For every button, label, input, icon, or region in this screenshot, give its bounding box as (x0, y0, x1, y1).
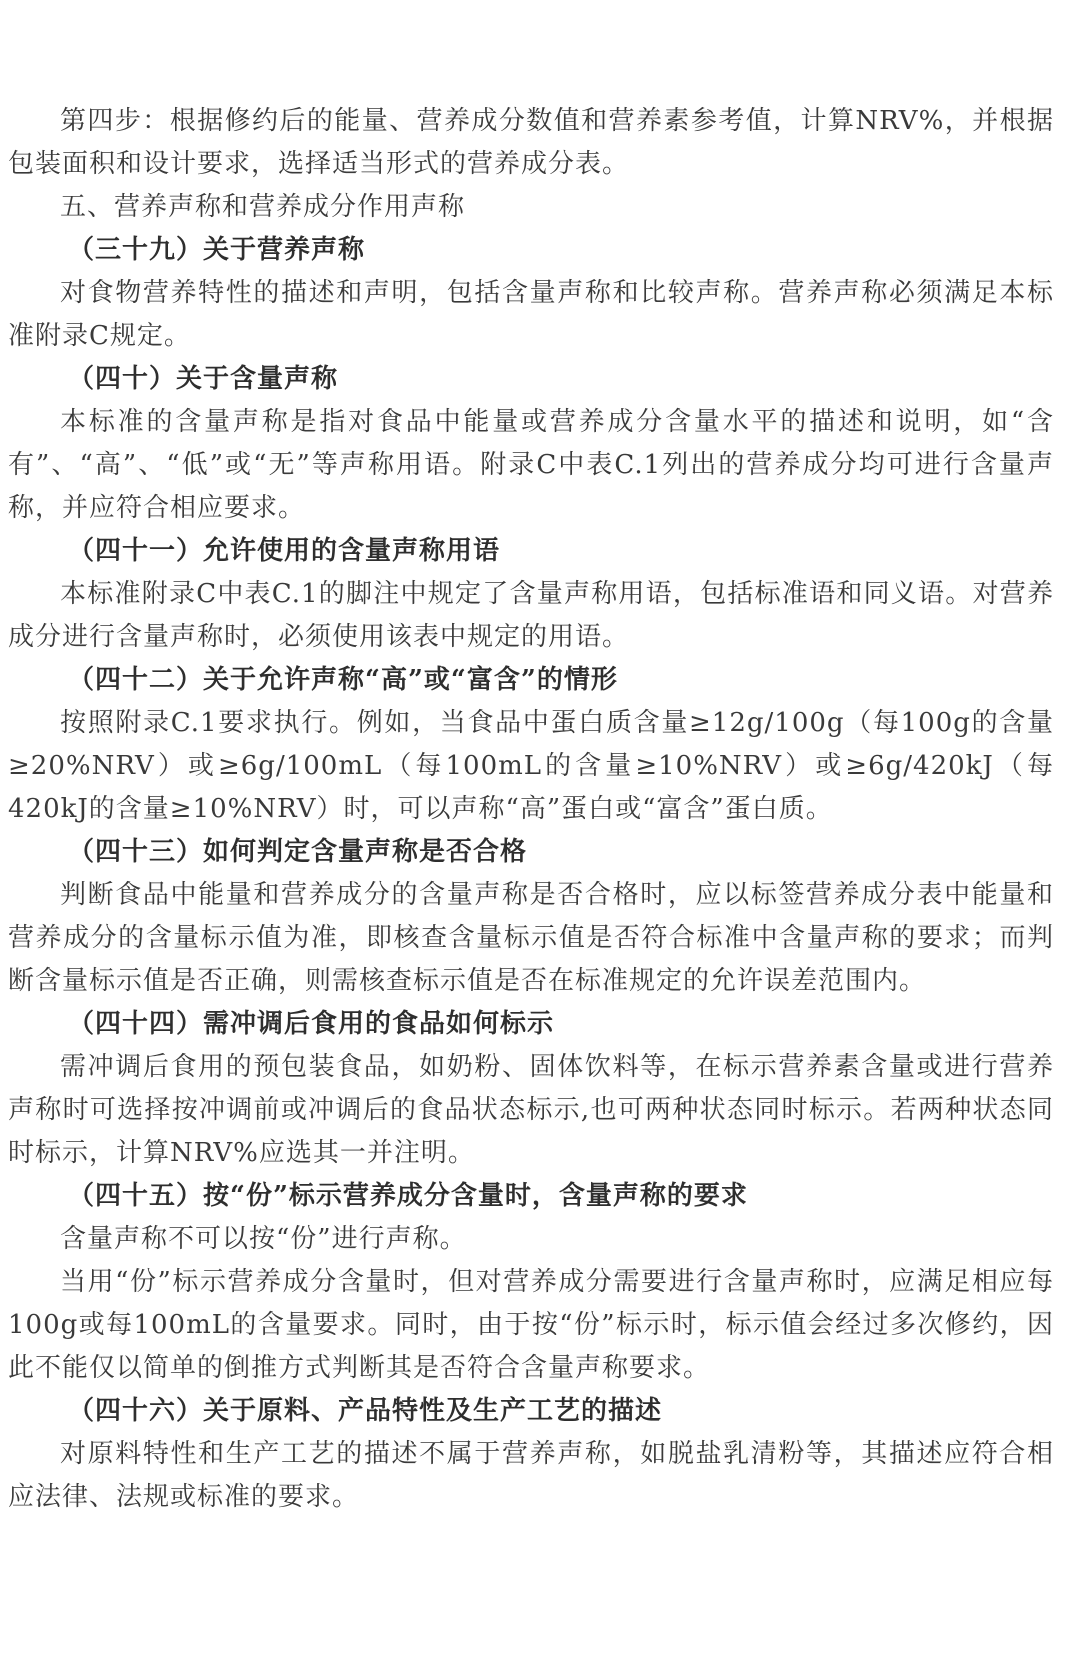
heading-40: （四十）关于含量声称 (68, 364, 339, 394)
paragraph-44: 需冲调后食用的预包装食品，如奶粉、固体饮料等，在标示营养素含量或进行营养声称时可选择按冲调前或冲调后的食品状态标示,也可两种状态同时标示。若两种状态同时标示，计算NRV%应选其一并注明。 (8, 1052, 1054, 1168)
paragraph-43: 判断食品中能量和营养成分的含量声称是否合格时，应以标签营养成分表中能量和营养成分的含量标示值为准，即核查含量标示值是否符合标准中含量声称的要求；而判断含量标示值是否正确，则需核查标示值是否在标准规定的允许误差范围内。 (8, 880, 1054, 996)
paragraph-46: 对原料特性和生产工艺的描述不属于营养声称，如脱盐乳清粉等，其描述应符合相应法律、法规或标准的要求。 (8, 1439, 1054, 1512)
paragraph-45b: 当用“份”标示营养成分含量时，但对营养成分需要进行含量声称时，应满足相应每100g或每100mL的含量要求。同时，由于按“份”标示时，标示值会经过多次修约，因此不能仅以简单的倒推方式判断其是否符合含量声称要求。 (8, 1267, 1054, 1383)
heading-39: （三十九）关于营养声称 (68, 235, 366, 265)
paragraph-40: 本标准的含量声称是指对食品中能量或营养成分含量水平的描述和说明，如“含有”、“高”、“低”或“无”等声称用语。附录C中表C.1列出的营养成分均可进行含量声称，并应符合相应要求。 (8, 407, 1054, 523)
heading-41: （四十一）允许使用的含量声称用语 (68, 536, 501, 566)
paragraph-41: 本标准附录C中表C.1的脚注中规定了含量声称用语，包括标准语和同义语。对营养成分进行含量声称时，必须使用该表中规定的用语。 (8, 579, 1054, 652)
heading-43: （四十三）如何判定含量声称是否合格 (68, 837, 528, 867)
section-five-heading: 五、营养声称和营养成分作用声称 (60, 192, 466, 222)
paragraph-42: 按照附录C.1要求执行。例如，当食品中蛋白质含量≥12g/100g（每100g的含量≥20%NRV）或≥6g/100mL（每100mL的含量≥10%NRV）或≥6g/420kJ（每420kJ的含量≥10%NRV）时，可以声称“高”蛋白或“富含”蛋白质。 (8, 708, 1054, 824)
paragraph-39: 对食物营养特性的描述和声明，包括含量声称和比较声称。营养声称必须满足本标准附录C规定。 (8, 278, 1054, 351)
heading-44: （四十四）需冲调后食用的食品如何标示 (68, 1009, 555, 1039)
heading-42: （四十二）关于允许声称“高”或“富含”的情形 (68, 665, 618, 695)
heading-45: （四十五）按“份”标示营养成分含量时，含量声称的要求 (68, 1181, 748, 1211)
heading-46: （四十六）关于原料、产品特性及生产工艺的描述 (68, 1396, 663, 1426)
paragraph-45a: 含量声称不可以按“份”进行声称。 (60, 1224, 467, 1254)
paragraph-step-four: 第四步：根据修约后的能量、营养成分数值和营养素参考值，计算NRV%，并根据包装面积和设计要求，选择适当形式的营养成分表。 (8, 106, 1054, 179)
